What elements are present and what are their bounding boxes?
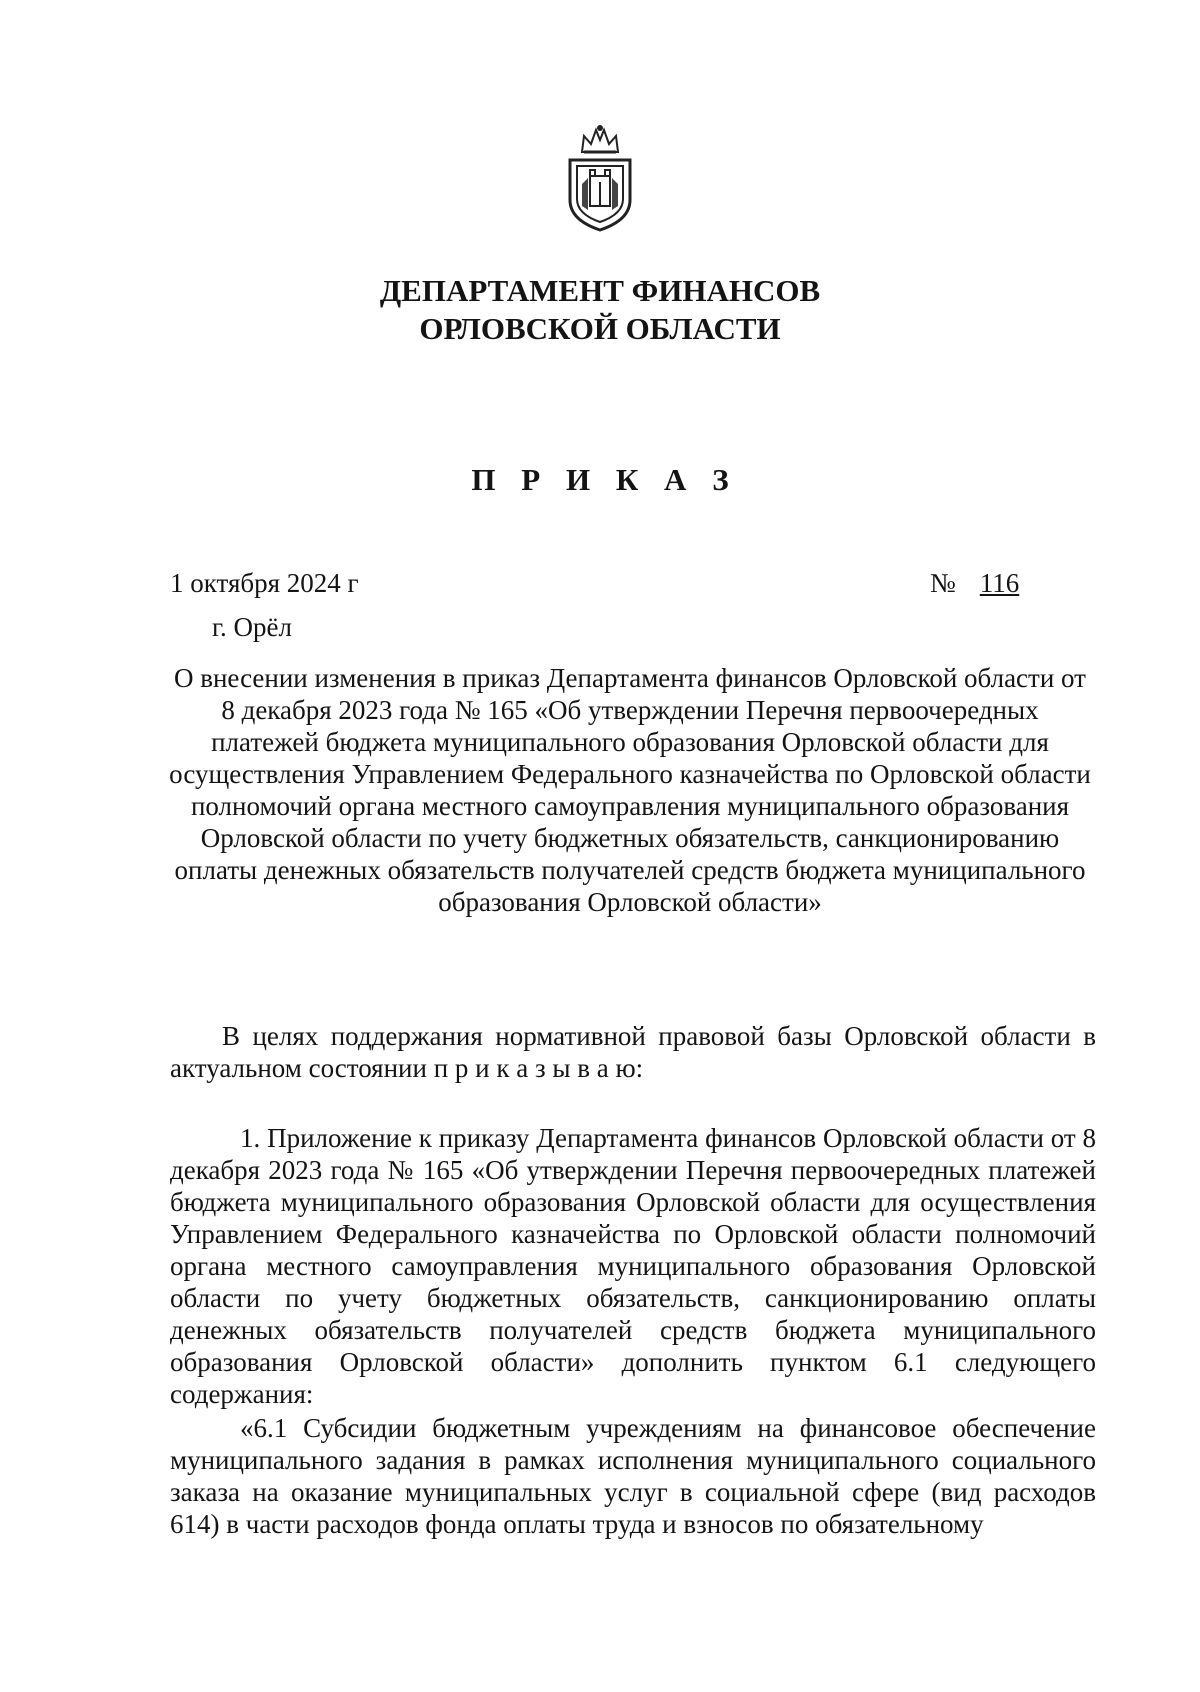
item-1-quote-paragraph: «6.1 Субсидии бюджетным учреждениям на финансовое обеспечение муниципального задания в рамках исполнения муниципального социального заказа на оказание муниципальных услуг в социальной сфере (вид расходов 614) в части расходов фонда оплаты труда и взносов по обязательному (170, 1413, 1096, 1539)
department-name-line2: ОРЛОВСКОЙ ОБЛАСТИ (419, 311, 781, 346)
order-subject: О внесении изменения в приказ Департамента финансов Орловской области от 8 декабря 2023 года № 165 «Об утверждении Перечня первоочередных платежей бюджета муниципального образования Орловской области для осуществления Управлением Федерального казначейства по Орловской области полномочий органа местного самоуправления муниципального образования Орловской области по учету бюджетных обязательств, санкционированию оплаты денежных обязательств получателей средств бюджета муниципального образования Орловской области» (169, 663, 1091, 917)
order-number (930, 568, 1019, 599)
number-sign: № (930, 568, 956, 598)
coat-of-arms-icon (560, 122, 640, 234)
item-1-paragraph: 1. Приложение к приказу Департамента финансов Орловской области от 8 декабря 2023 года № 165 «Об утверждении Перечня первоочередных платежей бюджета муниципального образования Орловской области для осуществления Управлением Федерального казначейства по Орловской области полномочий органа местного самоуправления муниципального образования Орловской области по учету бюджетных обязательств, санкционированию оплаты денежных обязательств получателей средств бюджета муниципального образования Орловской области» дополнить пунктом 6.1 следующего содержания: (170, 1123, 1096, 1409)
order-date: 1 октября 2024 г (170, 568, 359, 598)
order-city: г. Орёл (212, 612, 292, 642)
document-title: П Р И К А З (471, 462, 738, 497)
preamble-paragraph: В целях поддержания нормативной правовой базы Орловской области в актуальном состоянии п р и к а з ы в а ю: (170, 1021, 1096, 1083)
order-number-value: 116 (979, 568, 1020, 598)
department-name-line1: ДЕПАРТАМЕНТ ФИНАНСОВ (379, 273, 821, 308)
department-name (0, 272, 1200, 348)
